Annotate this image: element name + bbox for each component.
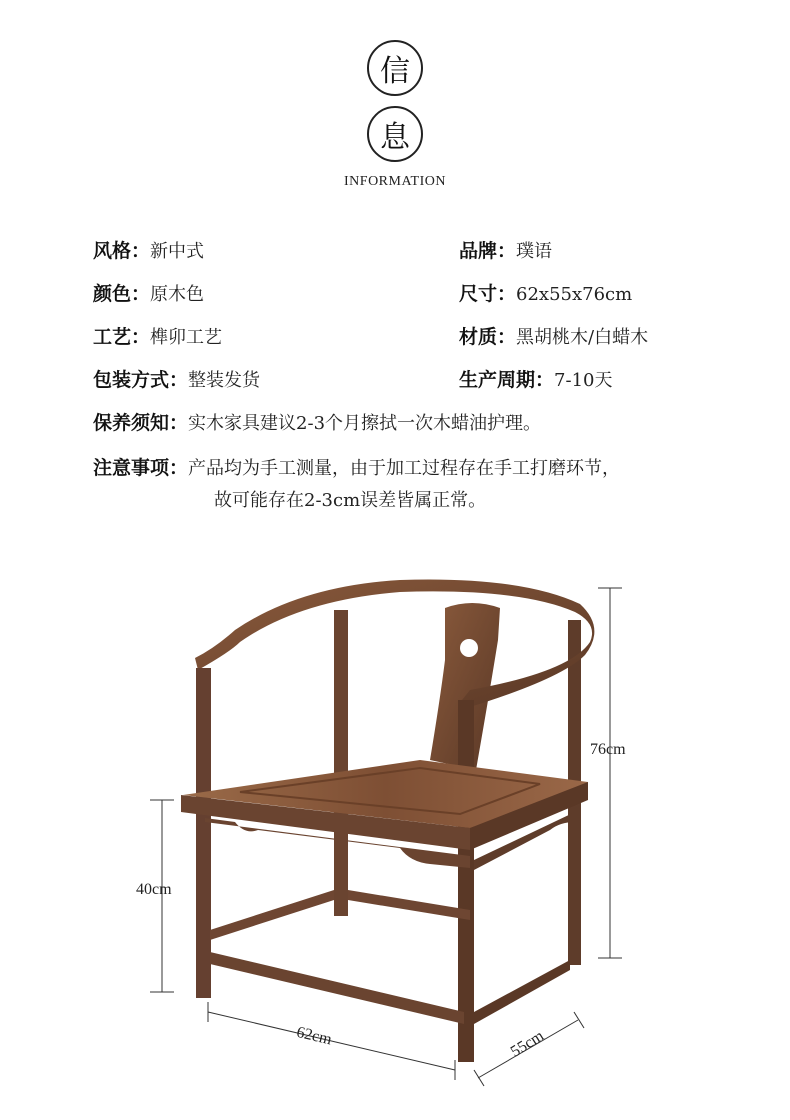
title-char-circle-1 [367, 40, 423, 96]
spec-brand [459, 236, 552, 263]
dim-height [598, 588, 622, 958]
spec-label: 生产周期 [459, 369, 536, 391]
spec-colon: ： [131, 283, 151, 305]
title-char-1: 信 [380, 54, 410, 89]
spec-colon: ： [169, 412, 189, 434]
info-subtitle: INFORMATION [344, 174, 446, 189]
spec-colon: ： [497, 240, 517, 262]
splat-hole [460, 639, 478, 657]
spec-value: 产品均为手工测量，由于加工过程存在手工打磨环节， [188, 458, 621, 479]
dim-height-label: 76cm [590, 741, 626, 758]
dim-width-label: 62cm [294, 1023, 334, 1049]
spec-label: 材质 [459, 326, 498, 348]
spec-colon: ： [497, 283, 517, 305]
dim-depth-label: 55cm [507, 1027, 547, 1061]
spec-value: 整装发货 [188, 370, 261, 391]
spec-material [459, 322, 648, 349]
spec-value: 原木色 [150, 284, 205, 305]
spec-label: 品牌 [459, 240, 498, 262]
back-left-post [334, 610, 348, 916]
chair-figure [0, 560, 790, 1116]
spec-care [93, 408, 541, 435]
spec-craft [93, 322, 222, 349]
spec-label: 风格 [93, 240, 132, 262]
title-char-2: 息 [380, 120, 410, 155]
spec-label: 保养须知 [93, 412, 170, 434]
spec-production [459, 365, 612, 392]
spec-colon: ： [169, 457, 189, 479]
front-left-leg [196, 668, 211, 998]
spec-notice-line2: 故可能存在2-3cm误差皆属正常。 [214, 490, 487, 511]
info-header [0, 0, 790, 200]
spec-label: 注意事项 [93, 457, 170, 479]
spec-size [459, 279, 632, 306]
spec-color [93, 279, 204, 306]
spec-label: 尺寸 [459, 283, 498, 305]
spec-colon: ： [535, 369, 555, 391]
spec-colon: ： [497, 326, 517, 348]
spec-value: 实木家具建议2-3个月擦拭一次木蜡油护理。 [188, 413, 542, 434]
front-stretcher [210, 952, 464, 1024]
spec-colon: ： [131, 240, 151, 262]
front-right-leg [458, 700, 474, 1062]
spec-label: 颜色 [93, 283, 132, 305]
spec-style [93, 236, 204, 263]
spec-value: 黑胡桃木/白蜡木 [516, 327, 649, 348]
title-char-circle-2 [367, 106, 423, 162]
crest-rail [195, 580, 594, 711]
chair-illustration [0, 560, 790, 1116]
dim-seat-height-label: 40cm [136, 881, 172, 898]
spec-label: 工艺 [93, 326, 132, 348]
back-stretcher [348, 890, 470, 920]
spec-value: 璞语 [516, 241, 553, 262]
spec-notice [93, 453, 620, 480]
spec-colon: ： [131, 326, 151, 348]
spec-value: 榫卯工艺 [150, 327, 223, 348]
spec-colon: ： [169, 369, 189, 391]
spec-packing [93, 365, 260, 392]
spec-label: 包装方式 [93, 369, 170, 391]
left-stretcher [210, 890, 334, 940]
spec-value: 新中式 [150, 241, 205, 262]
spec-value: 7-10天 [554, 370, 613, 391]
spec-value: 62x55x76cm [516, 284, 633, 305]
dim-width [208, 1002, 455, 1080]
side-stretcher [474, 960, 570, 1024]
